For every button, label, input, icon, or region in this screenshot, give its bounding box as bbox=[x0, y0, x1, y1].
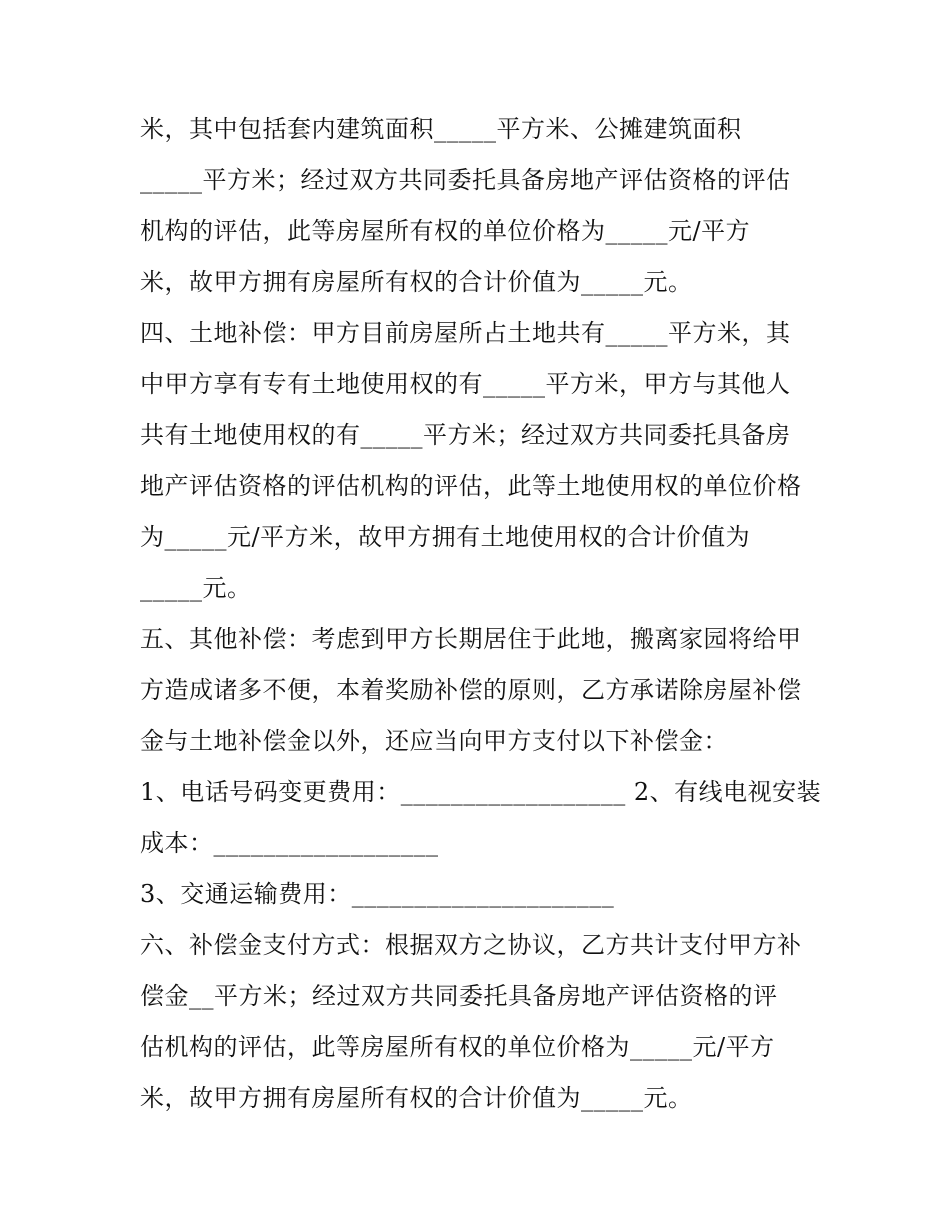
text-line-13: 金与土地补偿金以外，还应当向甲方支付以下补偿金： bbox=[140, 727, 728, 755]
text-line-6: 中甲方享有专有土地使用权的有_____平方米，甲方与其他人 bbox=[140, 370, 791, 398]
text-line-8: 地产评估资格的评估机构的评估，此等土地使用权的单位价格 bbox=[140, 472, 802, 500]
text-line-10: _____元。 bbox=[140, 574, 252, 602]
text-line-7: 共有土地使用权的有_____平方米；经过双方共同委托具备房 bbox=[140, 421, 791, 449]
text-line-20: 米，故甲方拥有房屋所有权的合计价值为_____元。 bbox=[140, 1084, 693, 1112]
text-line-16: 3、交通运输费用：_____________________ bbox=[140, 880, 615, 908]
text-line-19: 估机构的评估，此等房屋所有权的单位价格为_____元/平方 bbox=[140, 1033, 775, 1061]
text-line-18: 偿金__平方米；经过双方共同委托具备房地产评估资格的评 bbox=[140, 982, 778, 1010]
text-line-11: 五、其他补偿：考虑到甲方长期居住于此地，搬离家园将给甲 bbox=[140, 625, 802, 653]
text-line-17: 六、补偿金支付方式：根据双方之协议，乙方共计支付甲方补 bbox=[140, 931, 802, 959]
text-line-15: 成本：__________________ bbox=[140, 829, 439, 857]
text-line-12: 方造成诸多不便，本着奖励补偿的原则，乙方承诺除房屋补偿 bbox=[140, 676, 802, 704]
text-line-2: _____平方米；经过双方共同委托具备房地产评估资格的评估 bbox=[140, 166, 791, 194]
text-line-1: 米，其中包括套内建筑面积_____平方米、公摊建筑面积 bbox=[140, 115, 742, 143]
text-line-9: 为_____元/平方米，故甲方拥有土地使用权的合计价值为 bbox=[140, 523, 751, 551]
text-line-14: 1、电话号码变更费用：__________________ 2、有线电视安装 bbox=[140, 778, 822, 806]
text-line-4: 米，故甲方拥有房屋所有权的合计价值为_____元。 bbox=[140, 268, 693, 296]
document-body bbox=[140, 104, 820, 1124]
text-line-3: 机构的评估，此等房屋所有权的单位价格为_____元/平方 bbox=[140, 217, 751, 245]
text-line-5: 四、土地补偿：甲方目前房屋所占土地共有_____平方米，其 bbox=[140, 319, 791, 347]
